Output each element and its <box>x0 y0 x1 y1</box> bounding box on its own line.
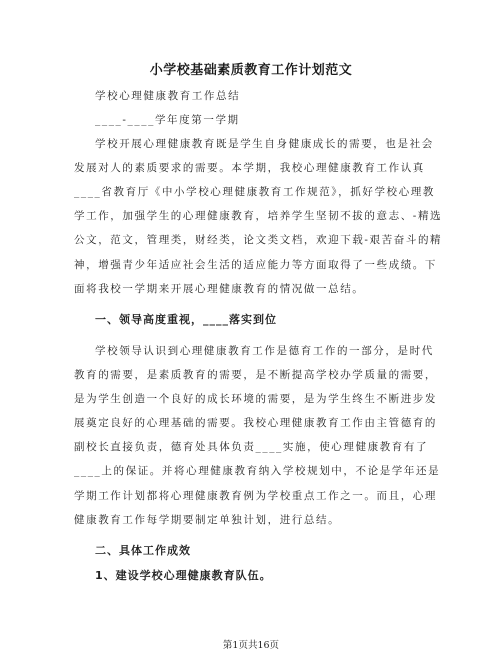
paragraph-line: 神，增强青少年适应社会生活的适应能力等方面取得了一些成绩。下 <box>74 259 437 271</box>
paragraph-line: 教育的需要，是素质教育的需要，是不断提高学校办学质量的需要， <box>74 369 437 381</box>
section-heading: 一、领导高度重视，____落实到位 <box>95 313 277 326</box>
term-line: ____-____学年度第一学期 <box>95 114 240 126</box>
paragraph-line: ____上的保证。并将心理健康教育纳入学校规划中，不论是学年还是 <box>74 465 441 477</box>
paragraph-line: 学校领导认识到心理健康教育工作是德育工作的一部分，是时代 <box>95 345 434 357</box>
paragraph-line: ____省教育厅《中小学校心理健康教育工作规范》，抓好学校心理教 <box>74 186 435 198</box>
paragraph-line: 展奠定良好的心理基础的需要。我校心理健康教育工作由主管德育的 <box>74 417 437 429</box>
paragraph-line: 副校长直接负责，德育处具体负责____实施，使心理健康教育有了 <box>74 441 429 453</box>
document-subtitle: 学校心理健康教育工作总结 <box>95 90 241 102</box>
paragraph-line: 学校开展心理健康教育既是学生自身健康成长的需要，也是社会 <box>95 138 434 150</box>
paragraph-line: 发展对人的素质要求的需要。本学期，我校心理健康教育工作认真 <box>74 162 425 174</box>
page-number: 第1页共16页 <box>222 640 280 651</box>
paragraph-line: 学期工作计划都将心理健康教育例为学校重点工作之一。而且，心理 <box>74 490 437 502</box>
paragraph-line: 学工作，加强学生的心理健康教育，培养学生坚韧不拔的意志、-精选 <box>74 210 443 222</box>
subsection-heading: 1、建设学校心理健康教育队伍。 <box>95 569 272 582</box>
paragraph-line: 公文，范文，管理类，财经类，论文类文档，欢迎下载-艰苦奋斗的精 <box>74 234 443 246</box>
document-title: 小学校基础素质教育工作计划范文 <box>149 63 353 78</box>
section-heading: 二、具体工作成效 <box>95 544 191 557</box>
paragraph-line: 健康教育工作每学期要制定单独计划，进行总结。 <box>74 514 341 526</box>
paragraph-line: 是为学生创造一个良好的成长环境的需要，是为学生终生不断进步发 <box>74 393 437 405</box>
paragraph-line: 面将我校一学期来开展心理健康教育的情况做一总结。 <box>74 283 365 295</box>
